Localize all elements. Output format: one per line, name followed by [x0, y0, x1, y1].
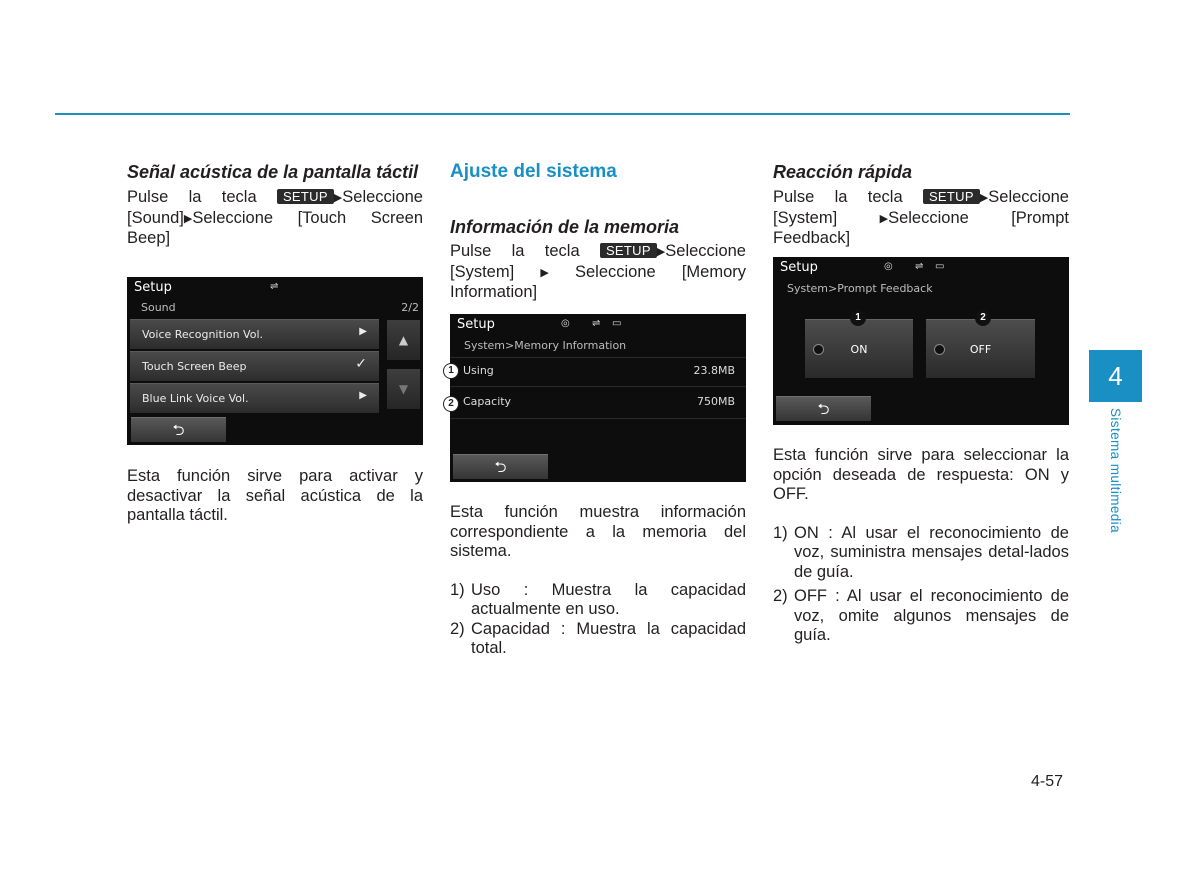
right-triangle-icon: ▶: [359, 390, 367, 401]
list-item: [773, 587, 1069, 646]
list-item: [450, 581, 746, 620]
list-number: 1): [773, 523, 788, 542]
back-arrow-icon: ⮌: [494, 458, 507, 476]
instruction-text: Seleccione [System]: [773, 188, 1069, 227]
list-item-touch-screen-beep[interactable]: [130, 351, 379, 381]
column-touch-beep: [127, 160, 423, 249]
option-off-button[interactable]: [926, 319, 1035, 378]
instruction-text: Pulse la tecla: [127, 188, 257, 206]
callout-2: 2: [443, 396, 459, 412]
list-item-label: Voice Recognition Vol.: [142, 328, 263, 341]
description-text: Esta función muestra información correspondiente a la memoria del sistema.: [450, 503, 746, 560]
breadcrumb: System>Prompt Feedback: [787, 282, 933, 295]
option-label: ON: [850, 343, 868, 356]
back-arrow-icon: ⮌: [172, 421, 185, 439]
breadcrumb: System>Memory Information: [464, 339, 627, 352]
column-prompt-feedback: [773, 160, 1069, 249]
back-arrow-icon: ⮌: [817, 400, 830, 418]
list-number: 1): [450, 580, 465, 599]
right-triangle-icon: ▶: [333, 192, 343, 204]
divider: [450, 418, 746, 419]
prompt-feedback-screen: [773, 257, 1069, 425]
screen-section: Sound: [141, 301, 176, 314]
page-number: 4-57: [1031, 773, 1064, 790]
section-heading: Reacción rápida: [773, 162, 913, 182]
sound-setup-screen: [127, 277, 423, 445]
usb-icon: ⇌: [270, 281, 279, 292]
usb-icon: ⇌: [592, 318, 601, 329]
list-text: Uso : Muestra la capacidad actualmente en uso.: [471, 580, 746, 618]
instruction-text: Seleccione [Sound]: [127, 188, 423, 227]
checkmark-icon[interactable]: ✓: [355, 356, 367, 372]
option-on-button[interactable]: [805, 319, 913, 378]
col2-description-block: [450, 503, 746, 659]
setup-key-badge: SETUP: [277, 189, 334, 204]
list-item-voice-recognition-vol[interactable]: [130, 319, 379, 349]
description-text: Esta función sirve para activar y desactivar la señal acústica de la pantalla táctil.: [127, 467, 423, 524]
back-button[interactable]: [131, 417, 226, 442]
feedback-list: [773, 524, 1069, 646]
instruction-text: Pulse la tecla: [773, 188, 903, 206]
description-text: Esta función sirve para seleccionar la opción deseada de respuesta: ON y OFF.: [773, 446, 1069, 503]
list-item-label: Blue Link Voice Vol.: [142, 392, 249, 405]
screen-title: Setup: [780, 260, 818, 275]
instruction-text: Seleccione [Prompt Feedback]: [773, 208, 1069, 247]
callout-1: 1: [443, 363, 459, 379]
memory-info-screen: [450, 314, 746, 482]
disc-icon: ◎: [884, 261, 893, 272]
list-number: 2): [773, 587, 788, 605]
instruction-paragraph: [773, 188, 1069, 249]
list-item-label: Touch Screen Beep: [142, 360, 247, 373]
row-value: 23.8MB: [693, 364, 735, 377]
right-triangle-icon: ▶: [879, 212, 889, 225]
section-heading: Señal acústica de la pantalla táctil: [127, 162, 419, 182]
right-triangle-icon: ▶: [979, 192, 989, 204]
screen-title: Setup: [457, 317, 495, 332]
right-triangle-icon: ▶: [359, 326, 367, 337]
usb-icon: ⇌: [915, 261, 924, 272]
memory-list: [450, 581, 746, 659]
disc-icon: ◎: [561, 318, 570, 329]
callout-1: 1: [850, 310, 866, 326]
col3-description-block: [773, 446, 1069, 646]
section-title: Ajuste del sistema: [450, 161, 617, 182]
right-triangle-icon: ▶: [183, 212, 193, 225]
page-indicator: 2/2: [401, 301, 419, 314]
instruction-paragraph: [127, 188, 423, 249]
list-item-blue-link-voice-vol[interactable]: [130, 383, 379, 413]
list-item: [773, 524, 1069, 583]
right-triangle-icon: ▶: [540, 266, 549, 279]
aux-icon: ▭: [935, 261, 945, 272]
row-label: Using: [463, 364, 494, 377]
column-memory-info: [450, 160, 746, 303]
setup-key-badge: SETUP: [600, 243, 657, 258]
arrow-down-icon: ▼: [398, 382, 409, 396]
option-label: OFF: [969, 343, 992, 356]
chapter-tab: 4: [1089, 350, 1142, 402]
header-rule: [55, 113, 1070, 115]
instruction-text: Pulse la tecla: [450, 242, 580, 260]
back-button[interactable]: [453, 454, 548, 479]
back-button[interactable]: [776, 396, 871, 421]
list-text: Capacidad : Muestra la capacidad total.: [471, 619, 746, 657]
callout-2: 2: [975, 310, 991, 326]
chapter-title: Sistema multimedia: [1108, 408, 1123, 533]
right-triangle-icon: ▶: [656, 246, 666, 258]
screen-title: Setup: [134, 280, 172, 295]
scroll-down-button[interactable]: [387, 369, 420, 409]
divider: [450, 386, 746, 387]
list-text: OFF : Al usar el reconocimiento de voz, omite algunos mensajes de guía.: [794, 587, 1069, 644]
section-heading: Información de la memoria: [450, 217, 680, 237]
instruction-paragraph: [450, 242, 746, 303]
aux-icon: ▭: [612, 318, 622, 329]
list-item: [450, 620, 746, 659]
divider: [450, 357, 746, 358]
row-label: Capacity: [463, 395, 512, 408]
instruction-text: Seleccione [Memory Information]: [450, 262, 747, 301]
list-text: ON : Al usar el reconocimiento de voz, suministra mensajes detal-lados de guía.: [794, 523, 1069, 581]
arrow-up-icon: ▲: [398, 333, 409, 347]
setup-key-badge: SETUP: [923, 189, 980, 204]
instruction-text: Seleccione [System]: [450, 242, 746, 281]
scroll-up-button[interactable]: [387, 320, 420, 360]
instruction-text: Seleccione [Touch Screen Beep]: [127, 208, 423, 247]
list-number: 2): [450, 619, 465, 638]
col1-description-block: [127, 467, 423, 526]
row-value: 750MB: [696, 395, 735, 408]
